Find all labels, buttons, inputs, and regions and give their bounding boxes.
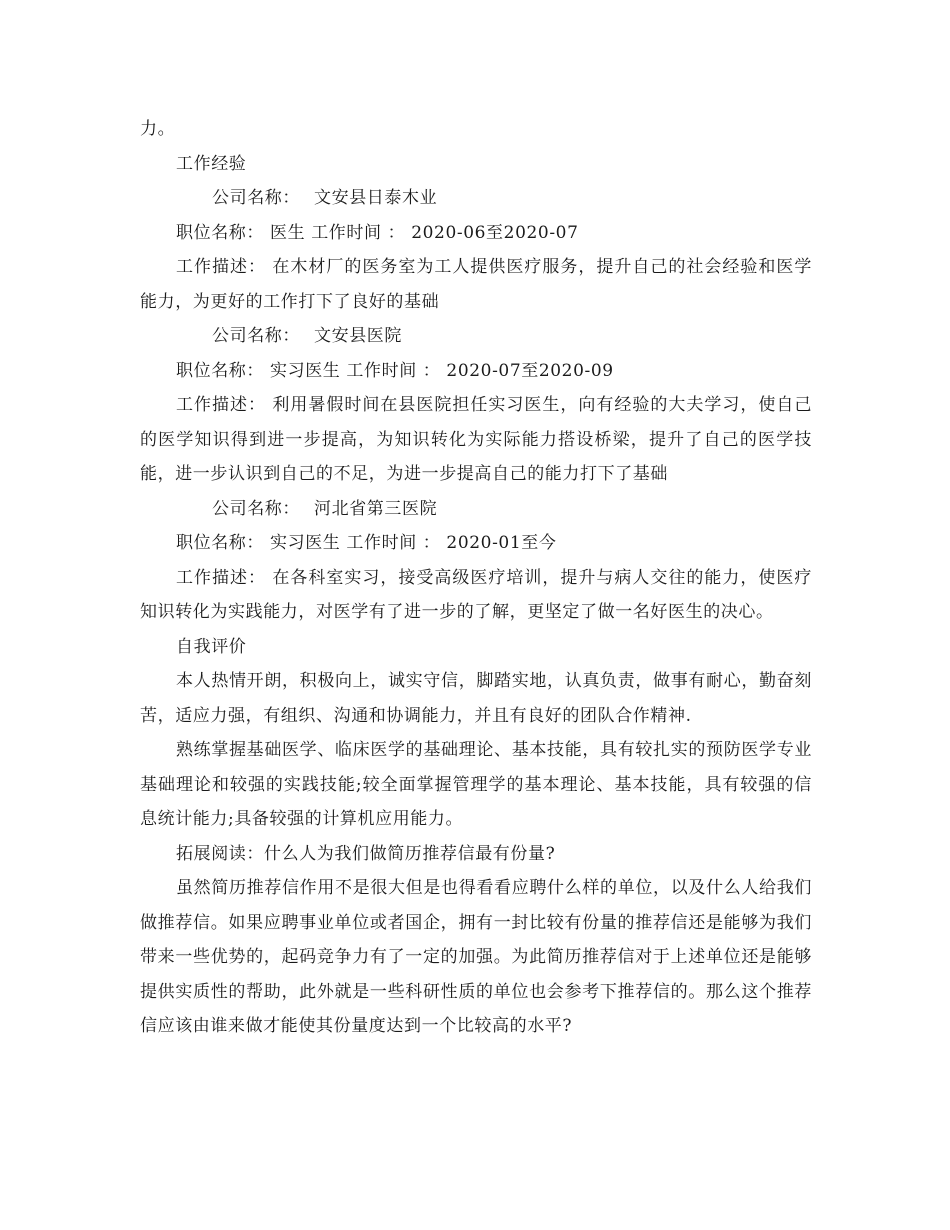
company-name: 文安县医院 xyxy=(314,326,402,346)
company-label: 公司名称： xyxy=(212,498,300,519)
job-position-line: 职位名称： 实习医生 工作时间 ： 2020-07至2020-09 xyxy=(176,360,614,381)
job-company-line xyxy=(140,319,812,354)
work-experience-heading: 工作经验 xyxy=(176,153,247,174)
company-label: 公司名称： xyxy=(212,188,300,208)
job-company-line xyxy=(140,492,812,527)
job-description: 工作描述： 在木材厂的医务室为工人提供医疗服务，提升自己的社会经验和医学能力，为更好的工作打下了良好的基础 xyxy=(140,257,812,312)
company-label: 公司名称： xyxy=(212,326,300,346)
self-evaluation-paragraph: 本人热情开朗，积极向上，诚实守信，脚踏实地，认真负责，做事有耐心，勤奋刻苦，适应力强，有组织、沟通和协调能力，并且有良好的团队合作精神. xyxy=(140,671,812,726)
job-position-line: 职位名称： 实习医生 工作时间 ： 2020-01至今 xyxy=(176,533,557,553)
job-position-line: 职位名称： 医生 工作时间 ： 2020-06至2020-07 xyxy=(176,222,579,243)
self-evaluation-paragraph: 熟练掌握基础医学、临床医学的基础理论、基本技能，具有较扎实的预防医学专业基础理论和较强的实践技能;较全面掌握管理学的基本理论、基本技能，具有较强的信息统计能力;具备较强的计算机应用能力。 xyxy=(140,740,812,829)
job-description: 工作描述： 在各科室实习，接受高级医疗培训，提升与病人交往的能力，使医疗知识转化为实践能力，对医学有了进一步的了解，更坚定了做一名好医生的决心。 xyxy=(140,567,812,622)
self-evaluation-heading: 自我评价 xyxy=(176,636,247,657)
job-description: 工作描述： 利用暑假时间在县医院担任实习医生，向有经验的大夫学习，使自己的医学知识得到进一步提高，为知识转化为实际能力搭设桥梁，提升了自己的医学技能，进一步认识到自己的不足，为进一步提高自己的能力打下了基础 xyxy=(140,395,812,484)
document-body xyxy=(140,112,812,1044)
company-name: 文安县日泰木业 xyxy=(314,188,438,208)
job-company-line xyxy=(140,181,812,216)
continuation-text: 力。 xyxy=(140,119,176,139)
company-name: 河北省第三医院 xyxy=(314,498,438,519)
extended-reading-paragraph: 虽然简历推荐信作用不是很大但是也得看看应聘什么样的单位，以及什么人给我们做推荐信。如果应聘事业单位或者国企，拥有一封比较有份量的推荐信还是能够为我们带来一些优势的，起码竞争力有了一定的加强。为此简历推荐信对于上述单位还是能够提供实质性的帮助，此外就是一些科研性质的单位也会参考下推荐信的。那么这个推荐信应该由谁来做才能使其份量度达到一个比较高的水平? xyxy=(140,878,812,1036)
extended-reading-heading: 拓展阅读：什么人为我们做简历推荐信最有份量? xyxy=(176,843,556,864)
